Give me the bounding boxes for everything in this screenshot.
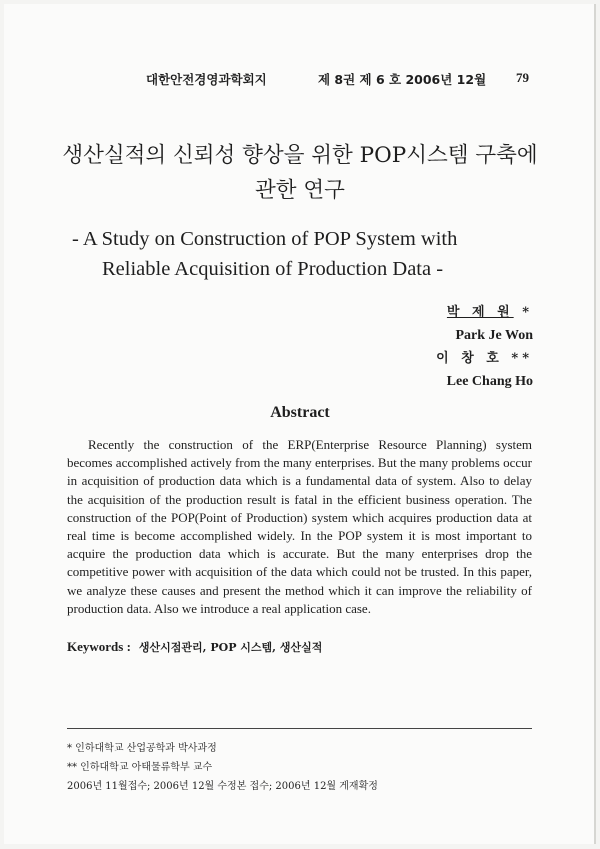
english-title-line-2: Reliable Acquisition of Production Data - bbox=[102, 258, 444, 280]
author-1-korean bbox=[436, 301, 533, 324]
korean-title-line-1: 생산실적의 신뢰성 향상을 위한 POP시스템 구축에 bbox=[62, 143, 538, 168]
author-1-korean-name: 박 제 원 bbox=[446, 305, 514, 320]
volume-issue: 제 8권 제 6 호 2006년 12월 bbox=[318, 72, 487, 87]
keywords-line bbox=[67, 639, 322, 655]
footnote-dates: 2006년 11월접수; 2006년 12월 수정본 접수; 2006년 12월 게재확정 bbox=[67, 781, 378, 792]
author-1-mark: * bbox=[522, 305, 533, 320]
abstract-heading: Abstract bbox=[270, 404, 330, 421]
english-title bbox=[72, 224, 532, 284]
author-2-korean-name: 이 창 호 bbox=[436, 351, 503, 366]
korean-title-line-2: 관한 연구 bbox=[255, 178, 345, 203]
paper-page bbox=[4, 4, 596, 844]
footnote-divider bbox=[67, 728, 532, 729]
running-header bbox=[0, 70, 600, 90]
journal-name: 대한안전경영과학회지 bbox=[146, 72, 267, 87]
author-2-english: Lee Chang Ho bbox=[446, 374, 533, 389]
korean-title bbox=[0, 138, 600, 208]
footnote-1: * 인하대학교 산업공학과 박사과정 bbox=[67, 743, 217, 754]
page-number: 79 bbox=[516, 70, 529, 85]
keywords-label: Keywords : bbox=[67, 639, 131, 654]
english-title-line-1: - A Study on Construction of POP System with bbox=[72, 228, 458, 250]
author-1-english: Park Je Won bbox=[455, 328, 533, 343]
abstract-text: Recently the construction of the ERP(Enterprise Resource Planning) system becomes accomplished actively from the many enterprises. But the many problems occur in acquisition of production data which is a fundamental data of system. Also to delay the acquisition of the production result is fatal in the efficient business operation. The construction of the POP(Point of Production) system which acquires production data at real time is become accomplished widely. In the POP system it is most important to acquire the production data which is accurate. But the many enterprises drop the competitive power with acquisition of the data which could not be trusted. In this paper, we analyze these causes and present the method which it can improve the reliability of production data. Also we introduce a real application case. bbox=[67, 437, 532, 616]
keywords-value: 생산시점관리, POP 시스템, 생산실적 bbox=[138, 641, 323, 654]
footnote-2: ** 인하대학교 아태물류학부 교수 bbox=[67, 762, 213, 773]
footnotes bbox=[67, 739, 378, 796]
author-2-mark: ** bbox=[511, 351, 533, 366]
author-block bbox=[436, 301, 533, 393]
author-2-korean bbox=[436, 347, 533, 370]
